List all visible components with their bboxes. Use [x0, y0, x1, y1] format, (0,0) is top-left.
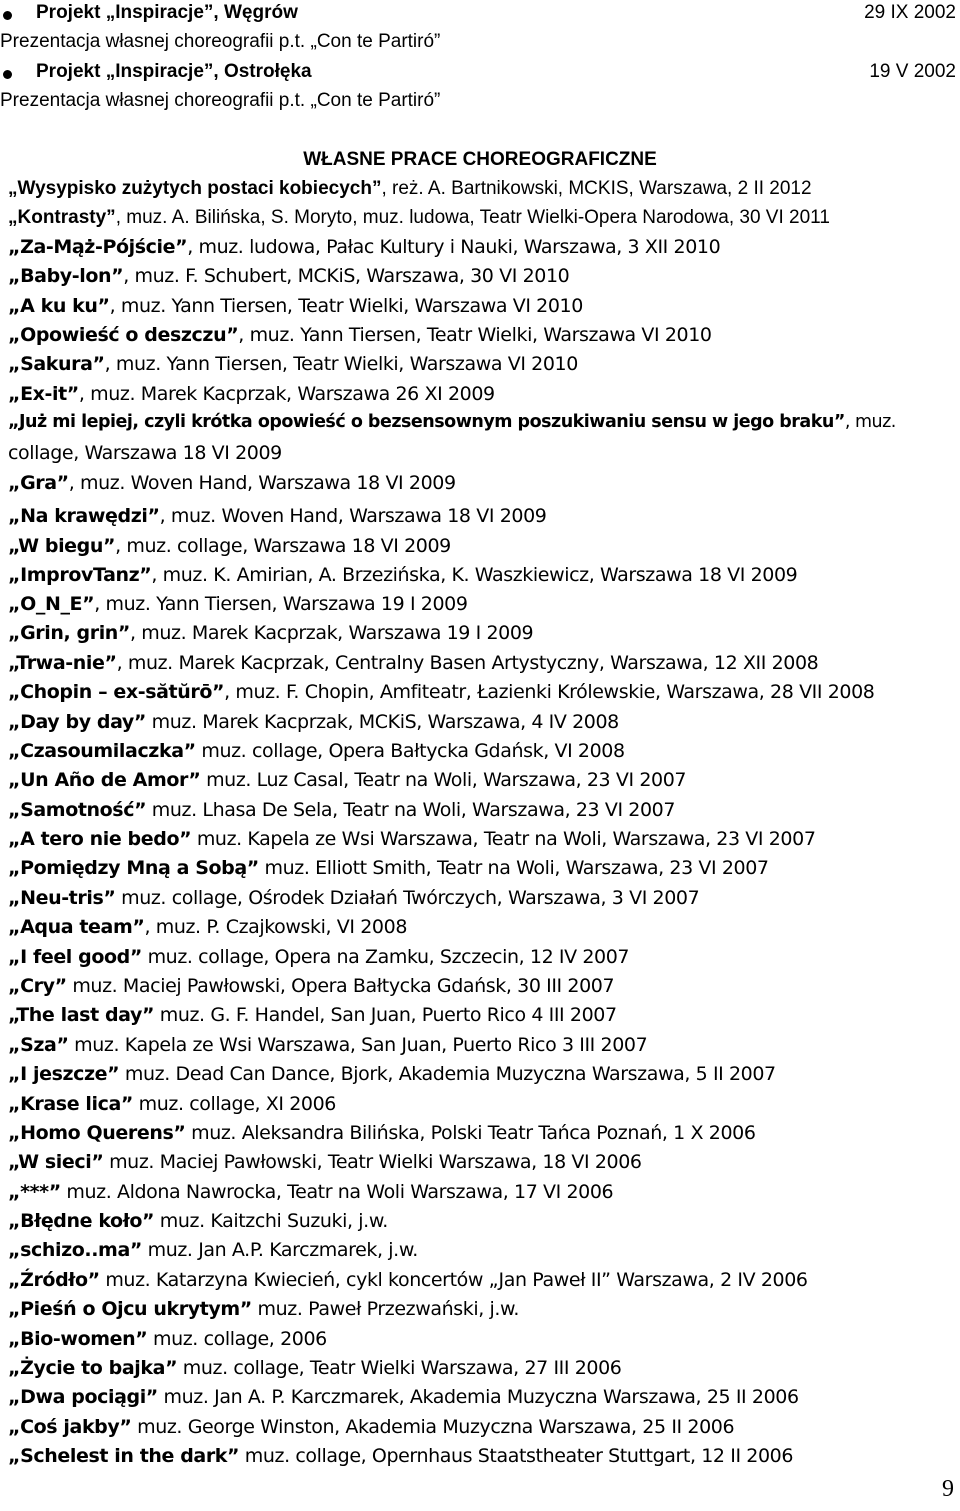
work-title: „Gra”	[8, 472, 69, 494]
work-title: „Homo Querens”	[8, 1122, 186, 1144]
work-detail: , muz. K. Amirian, A. Brzezińska, K. Waszkiewicz, Warszawa 18 VI 2009	[151, 564, 798, 586]
work-entry	[8, 1269, 808, 1291]
work-entry	[8, 887, 699, 909]
work-detail: muz. Aleksandra Bilińska, Polski Teatr Tańca Poznań, 1 X 2006	[185, 1122, 756, 1144]
work-detail: muz. collage, 2006	[147, 1328, 327, 1350]
work-title: „Wysypisko zużytych postaci kobiecych”	[8, 178, 382, 199]
work-title: „Chopin – ex-sătŭrō”	[8, 681, 225, 703]
work-entry	[8, 265, 569, 287]
bullet-icon	[3, 70, 12, 79]
work-entry	[8, 353, 578, 375]
work-title: „Sakura”	[8, 353, 105, 375]
work-detail: muz. Dead Can Dance, Bjork, Akademia Muzyczna Warszawa, 5 II 2007	[119, 1063, 776, 1085]
work-entry	[8, 1298, 519, 1320]
work-entry	[8, 769, 686, 791]
work-entry	[8, 1093, 336, 1115]
work-detail: , muz. Marek Kacprzak, Centralny Basen Artystyczny, Warszawa, 12 XII 2008	[116, 652, 819, 674]
work-title: „***”	[8, 1181, 61, 1203]
project-title: Projekt „Inspiracje”, Węgrów	[36, 2, 298, 23]
work-detail: muz. Jan A.P. Karczmarek, j.w.	[141, 1239, 418, 1261]
project-presentation: Prezentacja własnej choreografii p.t. „Con te Partiró”	[0, 31, 441, 52]
work-title: „schizo..ma”	[8, 1239, 142, 1261]
project-presentation: Prezentacja własnej choreografii p.t. „Con te Partiró”	[0, 90, 441, 111]
work-detail: , muz. F. Chopin, Amfiteatr, Łazienki Królewskie, Warszawa, 28 VII 2008	[224, 681, 875, 703]
work-entry	[8, 622, 533, 644]
work-detail: muz. George Winston, Akademia Muzyczna Warszawa, 25 II 2006	[131, 1416, 735, 1438]
work-title: „Day by day”	[8, 711, 147, 733]
work-entry	[8, 975, 614, 997]
work-title: „Krase lica”	[8, 1093, 134, 1115]
work-detail: , muz. ludowa, Pałac Kultury i Nauki, Warszawa, 3 XII 2010	[187, 236, 721, 258]
work-title: „Sza”	[8, 1034, 69, 1056]
work-title: „A ku ku”	[8, 295, 110, 317]
work-entry	[8, 1357, 621, 1379]
project-entry	[0, 61, 960, 85]
work-detail: muz. Elliott Smith, Teatr na Woli, Warszawa, 23 VI 2007	[258, 857, 769, 879]
work-detail: muz. collage, Opernhaus Staatstheater Stuttgart, 12 II 2006	[239, 1445, 794, 1467]
work-detail: muz. Luz Casal, Teatr na Woli, Warszawa, 23 VI 2007	[200, 769, 687, 791]
work-title: „Błędne koło”	[8, 1210, 155, 1232]
work-title: „Kontrasty”	[8, 207, 116, 228]
work-detail: , muz. P. Czajkowski, VI 2008	[144, 916, 408, 938]
work-entry	[8, 505, 546, 527]
project-title: Projekt „Inspiracje”, Ostrołęka	[36, 61, 312, 82]
work-title: „Czasoumilaczka”	[8, 740, 196, 762]
work-title: „Baby-lon”	[8, 265, 124, 287]
work-entry	[8, 946, 629, 968]
work-entry	[8, 593, 468, 615]
work-title: „I jeszcze”	[8, 1063, 120, 1085]
work-entry	[8, 1122, 756, 1144]
work-detail: , muz. Yann Tiersen, Warszawa 19 I 2009	[94, 593, 468, 615]
work-title: „Pieśń o Ojcu ukrytym”	[8, 1298, 252, 1320]
work-detail: , reż. A. Bartnikowski, MCKIS, Warszawa, 2 II 2012	[381, 178, 812, 199]
work-detail: muz. G. F. Handel, San Juan, Puerto Rico 4 III 2007	[154, 1004, 617, 1026]
work-entry	[8, 652, 818, 674]
work-detail: , muz. Yann Tiersen, Teatr Wielki, Warszawa VI 2010	[104, 353, 578, 375]
work-entry	[8, 324, 712, 346]
work-title: „Un Año de Amor”	[8, 769, 201, 791]
work-entry	[8, 1034, 647, 1056]
work-detail: muz. Jan A. P. Karczmarek, Akademia Muzyczna Warszawa, 25 II 2006	[157, 1386, 799, 1408]
work-detail: , muz. Yann Tiersen, Teatr Wielki, Warszawa VI 2010	[238, 324, 712, 346]
work-title: „I feel good”	[8, 946, 142, 968]
work-title: „Za-Mąż-Pójście”	[8, 236, 188, 258]
work-entry	[8, 681, 874, 703]
work-title: „W sieci”	[8, 1151, 104, 1173]
work-title: „The last day”	[8, 1004, 155, 1026]
section-heading: WŁASNE PRACE CHOREOGRAFICZNE	[303, 149, 657, 170]
work-title: „W biegu”	[8, 535, 116, 557]
work-detail: muz. Katarzyna Kwiecień, cykl koncertów „Jan Paweł II” Warszawa, 2 IV 2006	[99, 1269, 808, 1291]
work-entry	[8, 740, 625, 762]
work-detail: muz. Kapela ze Wsi Warszawa, Teatr na Woli, Warszawa, 23 VI 2007	[191, 828, 816, 850]
work-detail: muz. collage, Opera na Zamku, Szczecin, 12 IV 2007	[141, 946, 630, 968]
work-entry	[8, 236, 720, 258]
work-entry	[8, 564, 797, 586]
work-detail: muz. Aldona Nawrocka, Teatr na Woli Warszawa, 17 VI 2006	[60, 1181, 614, 1203]
work-title: „Trwa-nie”	[8, 652, 117, 674]
work-title: „Bio-women”	[8, 1328, 148, 1350]
work-detail: muz. collage, Opera Bałtycka Gdańsk, VI 2008	[195, 740, 625, 762]
work-entry	[8, 412, 896, 432]
work-title: „O_N_E”	[8, 593, 95, 615]
work-title: „Życie to bajka”	[8, 1357, 178, 1379]
work-detail: muz. Maciej Pawłowski, Opera Bałtycka Gdańsk, 30 III 2007	[66, 975, 615, 997]
work-entry	[8, 711, 619, 733]
work-title: „A tero nie bedo”	[8, 828, 192, 850]
work-entry	[8, 1151, 642, 1173]
work-detail: , muz. F. Schubert, MCKiS, Warszawa, 30 VI 2010	[123, 265, 570, 287]
work-detail: , muz. Yann Tiersen, Teatr Wielki, Warszawa VI 2010	[109, 295, 583, 317]
project-entry	[0, 2, 960, 26]
bullet-icon	[3, 11, 12, 20]
work-title: „Neu-tris”	[8, 887, 116, 909]
work-detail: , muz. Woven Hand, Warszawa 18 VI 2009	[68, 472, 456, 494]
work-entry	[8, 1210, 388, 1232]
work-entry	[8, 1386, 799, 1408]
work-detail: , muz.	[844, 412, 896, 432]
work-entry	[8, 1004, 617, 1026]
work-detail: muz. Kaitzchi Suzuki, j.w.	[154, 1210, 388, 1232]
work-detail: muz. Marek Kacprzak, MCKiS, Warszawa, 4 IV 2008	[146, 711, 619, 733]
work-detail: muz. Lhasa De Sela, Teatr na Woli, Warszawa, 23 VI 2007	[146, 799, 676, 821]
work-entry	[8, 1445, 793, 1467]
work-title: „Samotność”	[8, 799, 147, 821]
work-title: „Na krawędzi”	[8, 505, 160, 527]
work-detail: muz. Kapela ze Wsi Warszawa, San Juan, Puerto Rico 3 III 2007	[68, 1034, 648, 1056]
work-detail: , muz. Marek Kacprzak, Warszawa 26 XI 2009	[78, 383, 495, 405]
work-entry	[8, 535, 451, 557]
work-title: „Cry”	[8, 975, 67, 997]
work-detail: muz. Paweł Przezwański, j.w.	[251, 1298, 520, 1320]
work-entry	[8, 1181, 613, 1203]
page-number: 9	[942, 1476, 954, 1502]
work-entry	[8, 1063, 776, 1085]
work-entry	[8, 383, 495, 405]
project-date: 29 IX 2002	[864, 2, 956, 23]
work-detail: , muz. collage, Warszawa 18 VI 2009	[115, 535, 451, 557]
work-title: „Już mi lepiej, czyli krótka opowieść o bezsensownym poszukiwaniu sensu w jego braku”	[8, 412, 845, 432]
work-entry	[8, 857, 769, 879]
work-title: „Grin, grin”	[8, 622, 131, 644]
work-entry	[8, 799, 675, 821]
work-entry	[8, 1328, 327, 1350]
work-entry	[8, 1416, 734, 1438]
work-entry	[8, 1239, 418, 1261]
work-entry	[8, 295, 583, 317]
work-entry	[8, 472, 456, 494]
work-title: „Schelest in the dark”	[8, 1445, 240, 1467]
work-detail: collage, Warszawa 18 VI 2009	[8, 442, 282, 464]
work-entry	[8, 828, 816, 850]
work-detail: muz. collage, Teatr Wielki Warszawa, 27 III 2006	[177, 1357, 622, 1379]
work-detail: muz. Maciej Pawłowski, Teatr Wielki Warszawa, 18 VI 2006	[103, 1151, 642, 1173]
work-title: „Opowieść o deszczu”	[8, 324, 239, 346]
work-detail: , muz. A. Bilińska, S. Moryto, muz. ludowa, Teatr Wielki-Opera Narodowa, 30 VI 2011	[115, 207, 830, 228]
work-title: „Ex-it”	[8, 383, 79, 405]
work-title: „Coś jakby”	[8, 1416, 132, 1438]
work-title: „Dwa pociągi”	[8, 1386, 158, 1408]
project-date: 19 V 2002	[869, 61, 956, 82]
work-entry	[8, 916, 407, 938]
work-entry	[8, 178, 812, 200]
work-title: „Źródło”	[8, 1269, 100, 1291]
work-title: „ImprovTanz”	[8, 564, 152, 586]
work-detail: , muz. Marek Kacprzak, Warszawa 19 I 2009	[130, 622, 534, 644]
work-title: „Pomiędzy Mną a Sobą”	[8, 857, 259, 879]
work-detail: , muz. Woven Hand, Warszawa 18 VI 2009	[159, 505, 547, 527]
work-detail: muz. collage, XI 2006	[133, 1093, 336, 1115]
work-detail: muz. collage, Ośrodek Działań Twórczych, Warszawa, 3 VI 2007	[115, 887, 700, 909]
work-entry	[8, 442, 282, 464]
work-entry	[8, 207, 830, 229]
work-title: „Aqua team”	[8, 916, 145, 938]
